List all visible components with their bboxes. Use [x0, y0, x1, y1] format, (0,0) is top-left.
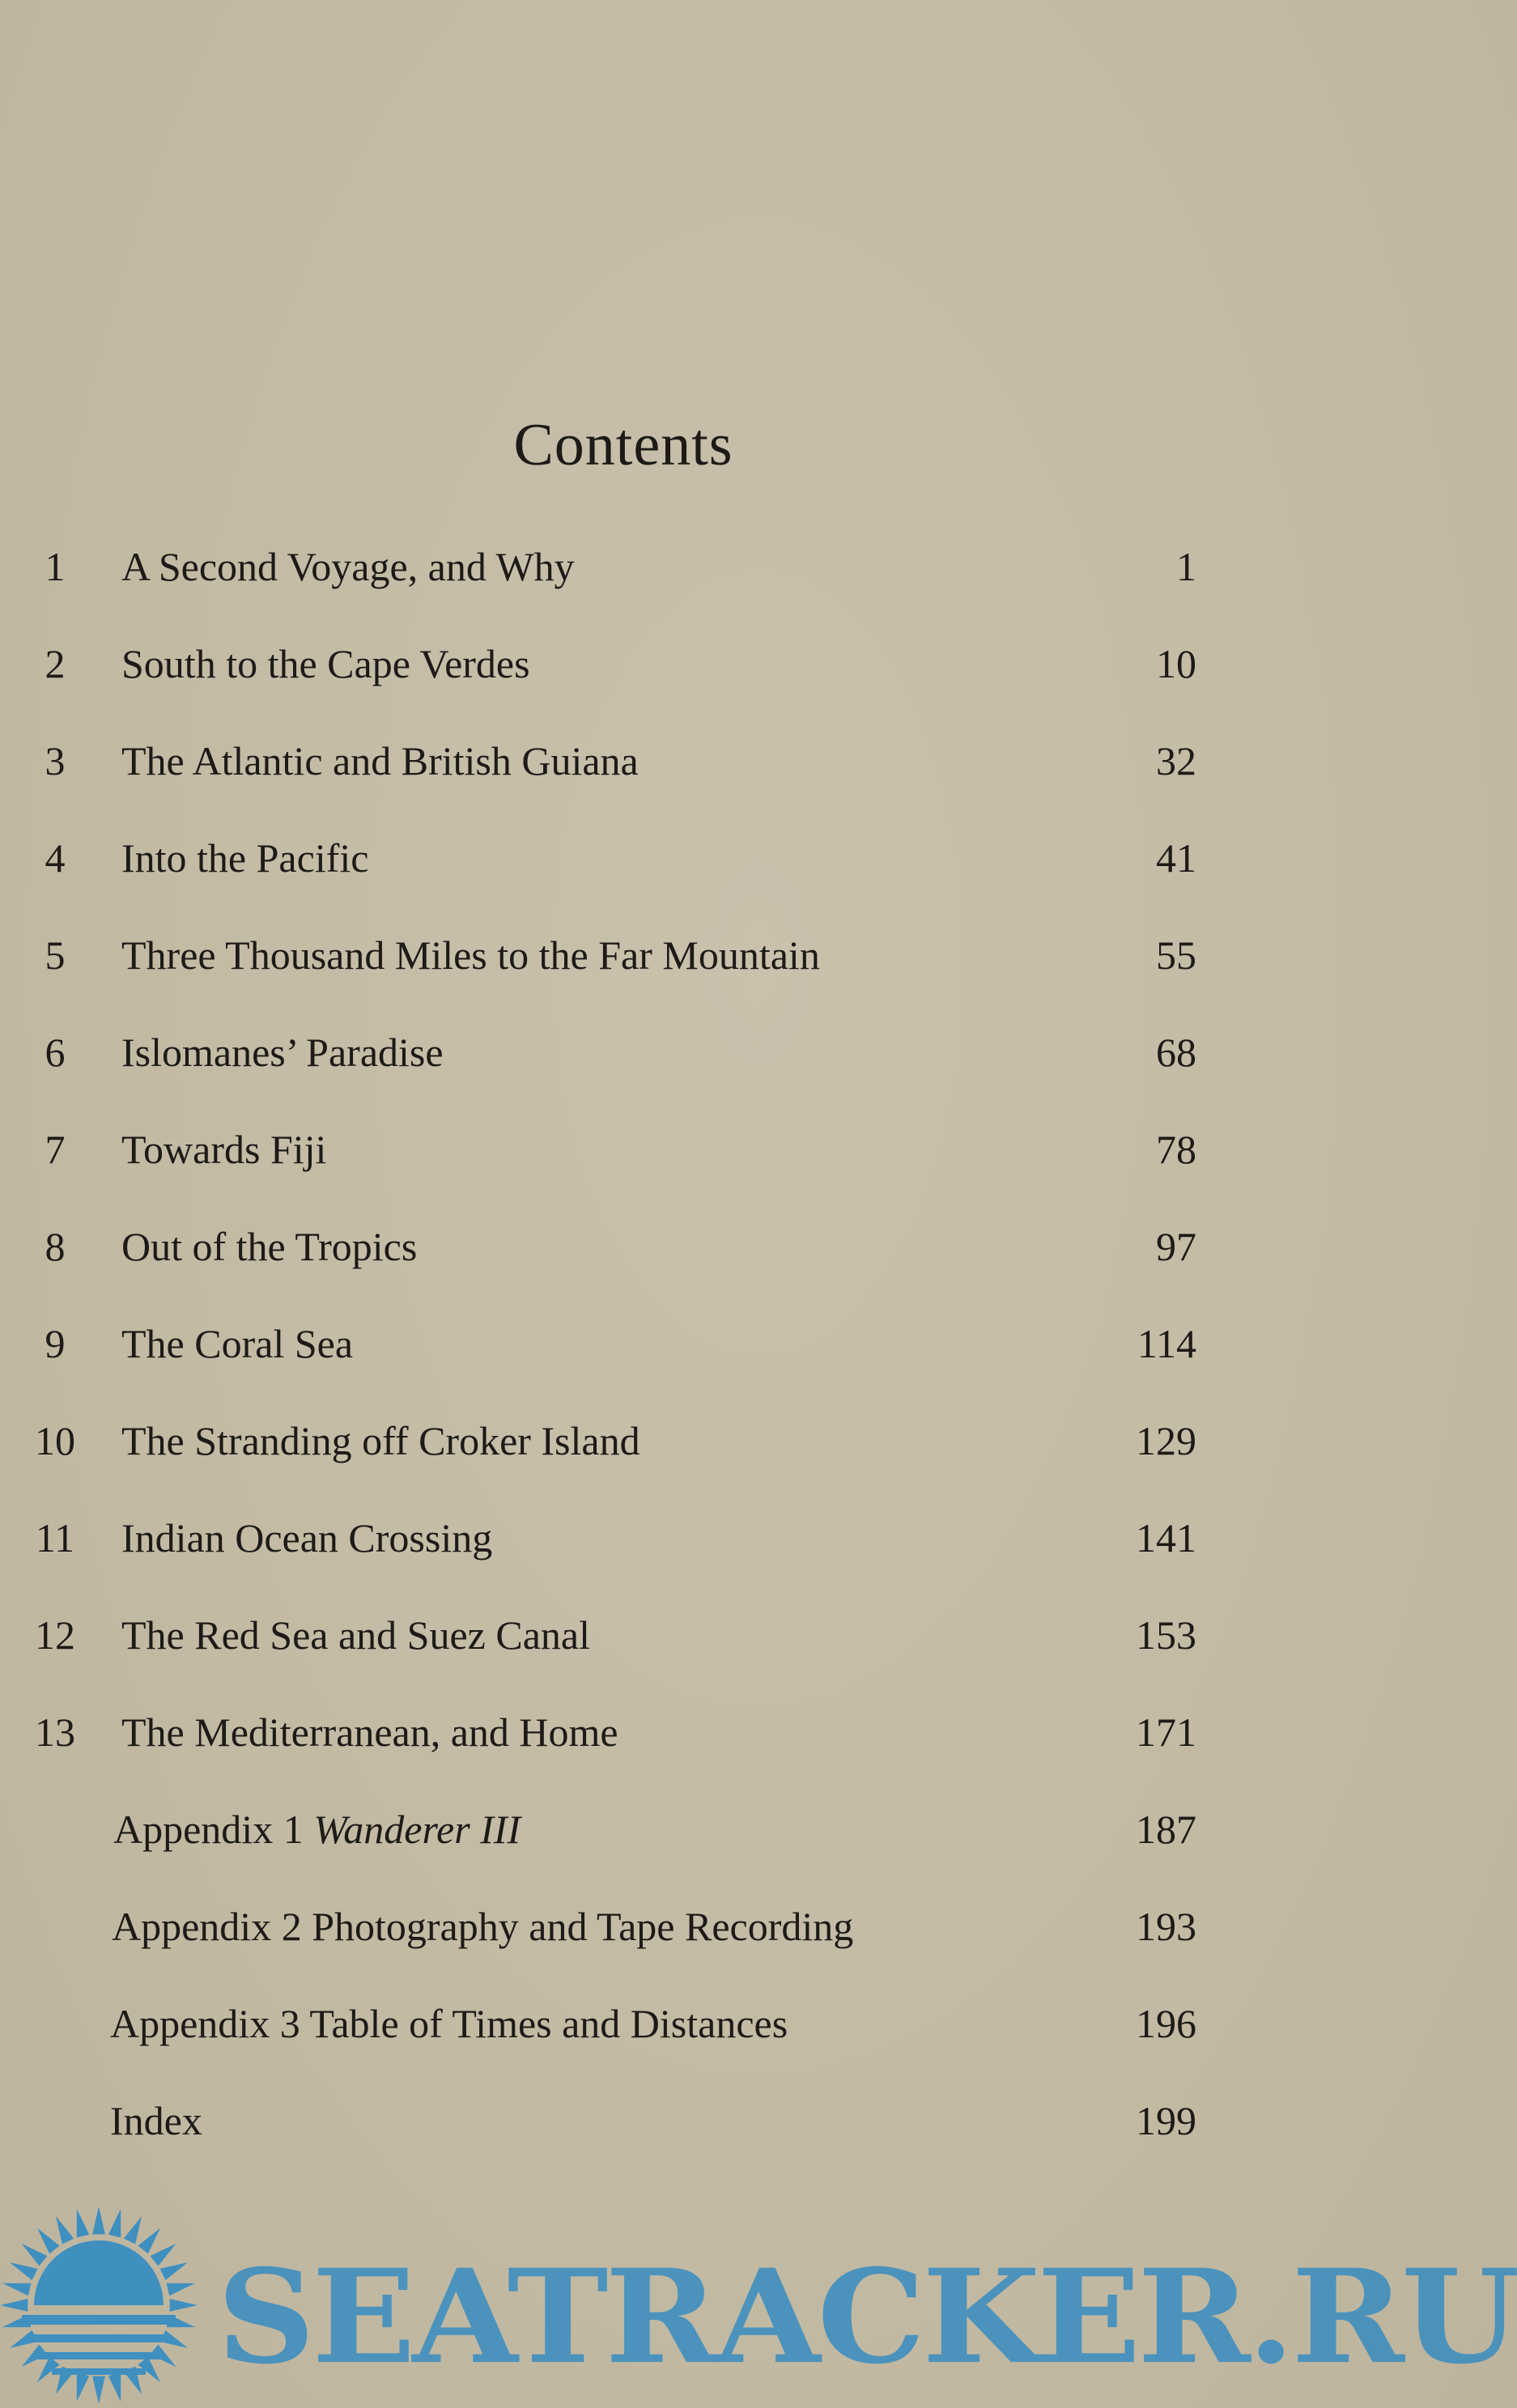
appendix-prefix: Appendix 1 — [113, 1807, 304, 1852]
page-title: Contents — [513, 412, 733, 478]
chapter-number: 12 — [35, 1612, 75, 1658]
chapter-title: The Coral Sea — [121, 1321, 354, 1366]
toc-row-3 — [0, 712, 1376, 809]
page-number: 141 — [1136, 1515, 1196, 1561]
toc-row-9 — [0, 1295, 1376, 1392]
sun-ray — [10, 2262, 37, 2280]
toc-row-6 — [0, 1004, 1376, 1101]
page-number: 32 — [1156, 738, 1196, 784]
page-number: 187 — [1136, 1807, 1196, 1852]
page-number: 41 — [1156, 835, 1196, 881]
chapter-title: Islomanes’ Paradise — [121, 1030, 444, 1075]
page-number: 78 — [1156, 1127, 1196, 1172]
sun-ray — [77, 2373, 89, 2402]
toc-row-12 — [0, 1586, 1376, 1684]
toc-row-2 — [0, 615, 1376, 712]
appendix-prefix: Appendix 3 — [110, 2001, 300, 2046]
toc-appendix-1 — [0, 1781, 1376, 1878]
chapter-number: 8 — [45, 1224, 66, 1269]
chapter-title: A Second Voyage, and Why — [121, 544, 575, 589]
chapter-title: Into the Pacific — [121, 835, 369, 881]
page-number: 193 — [1136, 1904, 1196, 1949]
page-number: 10 — [1156, 641, 1196, 686]
toc-index — [0, 2072, 1376, 2169]
sun-ray — [92, 2206, 105, 2234]
chapter-number: 6 — [45, 1030, 66, 1075]
page-number: 97 — [1156, 1224, 1196, 1269]
sun-ray — [108, 2209, 121, 2237]
chapter-number: 9 — [45, 1321, 66, 1366]
chapter-title: Out of the Tropics — [121, 1224, 418, 1269]
toc-row-4 — [0, 809, 1376, 907]
page-number: 129 — [1136, 1418, 1196, 1463]
table-of-contents — [0, 518, 1376, 2169]
page-number: 68 — [1156, 1030, 1196, 1075]
appendix-title — [113, 1781, 521, 1878]
index-label: Index — [110, 2098, 202, 2143]
toc-row-11 — [0, 1489, 1376, 1586]
sun-ray — [37, 2228, 60, 2254]
sun-ray — [124, 2216, 142, 2244]
appendix-title — [112, 1878, 853, 1975]
page-number: 199 — [1136, 2098, 1196, 2143]
toc-row-7 — [0, 1101, 1376, 1198]
appendix-name: Wanderer III — [313, 1807, 521, 1852]
chapter-number: 7 — [45, 1127, 66, 1172]
appendix-name: Photography and Tape Recording — [312, 1904, 854, 1949]
sun-ray — [92, 2376, 105, 2404]
watermark-text: SEATRACKER.RU — [217, 2240, 1517, 2393]
toc-row-8 — [0, 1198, 1376, 1295]
page-number: 1 — [1176, 544, 1196, 589]
sun-ray — [160, 2262, 188, 2280]
chapter-number: 13 — [35, 1709, 75, 1755]
appendix-name: Table of Times and Distances — [309, 2001, 788, 2046]
chapter-title: The Atlantic and British Guiana — [121, 738, 639, 784]
chapter-title: South to the Cape Verdes — [121, 641, 530, 686]
page-number: 196 — [1136, 2001, 1196, 2046]
chapter-title: The Stranding off Croker Island — [121, 1418, 640, 1463]
sun-ray — [151, 2244, 176, 2266]
chapter-number: 1 — [45, 544, 66, 589]
chapter-number: 10 — [35, 1418, 75, 1463]
chapter-title: Three Thousand Miles to the Far Mountain — [121, 932, 820, 978]
toc-row-13 — [0, 1684, 1376, 1781]
appendix-prefix: Appendix 2 — [112, 1904, 302, 1949]
toc-appendix-2 — [0, 1878, 1376, 1975]
sun-ray — [138, 2228, 160, 2254]
chapter-title: Indian Ocean Crossing — [121, 1515, 493, 1561]
chapter-number: 11 — [35, 1515, 75, 1561]
appendix-title — [110, 1975, 788, 2072]
toc-row-5 — [0, 907, 1376, 1004]
chapter-title: Towards Fiji — [121, 1127, 327, 1172]
page-number: 114 — [1137, 1321, 1196, 1366]
chapter-number: 2 — [45, 641, 66, 686]
chapter-number: 5 — [45, 932, 66, 978]
toc-row-10 — [0, 1392, 1376, 1489]
chapter-title: The Mediterranean, and Home — [121, 1709, 618, 1755]
sun-ray — [56, 2216, 74, 2244]
sun-logo-icon — [0, 2206, 198, 2404]
page-number: 153 — [1136, 1612, 1196, 1658]
toc-row-1 — [0, 518, 1376, 615]
sun-ray — [22, 2244, 48, 2266]
sun-ray — [77, 2209, 89, 2237]
chapter-title: The Red Sea and Suez Canal — [121, 1612, 590, 1658]
page-number: 55 — [1156, 932, 1196, 978]
chapter-number: 4 — [45, 835, 66, 881]
page-number: 171 — [1136, 1709, 1196, 1755]
toc-appendix-3 — [0, 1975, 1376, 2072]
sun-ray — [108, 2373, 121, 2402]
chapter-number: 3 — [45, 738, 66, 784]
sun-ray — [2, 2283, 31, 2295]
sun-ray — [170, 2299, 198, 2312]
sun-ray — [167, 2283, 195, 2295]
sun-ray — [0, 2299, 28, 2312]
